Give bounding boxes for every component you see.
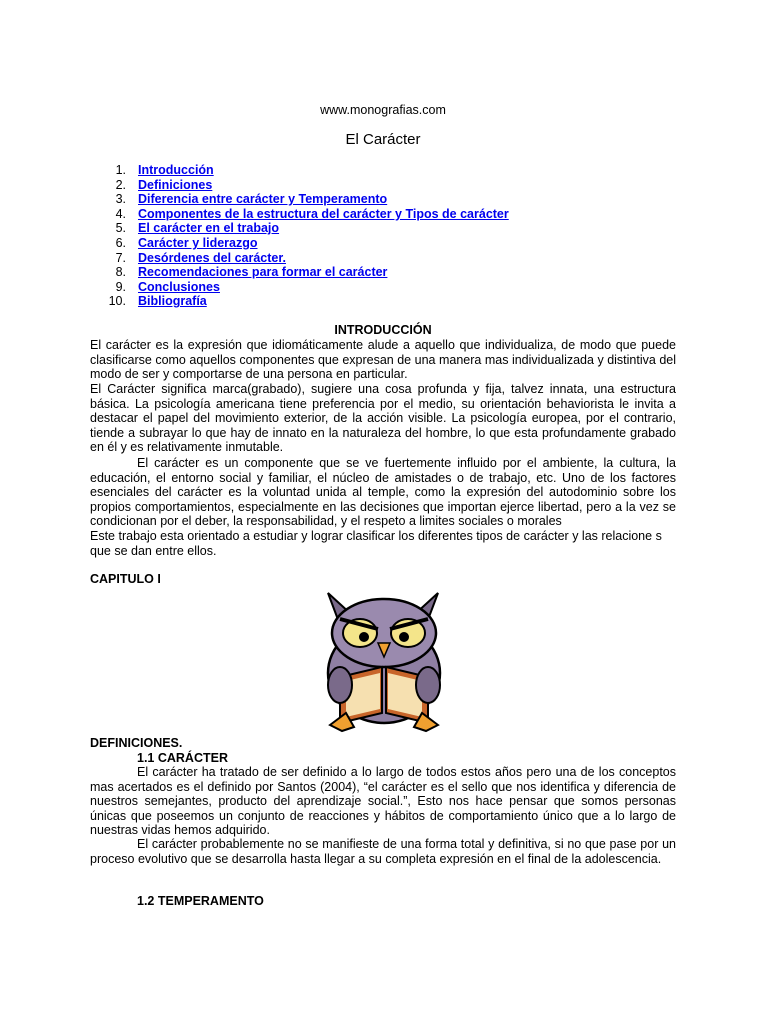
intro-paragraph: Este trabajo esta orientado a estudiar y lograr clasificar los diferentes tipos de carácter y las relacione s que se dan entre ellos.	[90, 529, 662, 558]
toc-item: 3. Diferencia entre carácter y Temperamento	[115, 192, 388, 207]
toc-link-conclusiones[interactable]: Conclusiones	[138, 279, 220, 294]
toc-item: 5. El carácter en el trabajo	[115, 221, 280, 236]
document-title: El Carácter	[345, 131, 421, 148]
chapter-heading: CAPITULO I	[90, 572, 161, 586]
owl-reading-book-icon	[310, 585, 458, 735]
toc-item: 6. Carácter y liderazgo	[115, 235, 258, 250]
toc-link-trabajo[interactable]: El carácter en el trabajo	[138, 221, 280, 236]
section-heading-caracter: 1.1 CARÁCTER	[137, 751, 228, 765]
definitions-paragraph: El carácter probablemente no se manifieste de una forma total y definitiva, si no que pase por un proceso evolutivo que se desarrolla hasta llegar a su completa expresión en el final de la adolescencia.	[90, 837, 676, 866]
intro-paragraph: El carácter es un componente que se ve fuertemente influido por el ambiente, la cultura, la educación, el entorno social y familiar, el núcleo de amistades o de trabajo, etc. Uno de los factores esenciales del carácter es la voluntad unida al temple, como la expresión del autodominio sobre los propios comportamientos, especialmente en las decisiones que importan ejerce libertad, pero a la vez se condicionan por el deber, la responsabilidad, y el respeto a limites sociales o morales	[90, 456, 676, 529]
intro-paragraph: El carácter es la expresión que idiomáticamente alude a aquello que individualiza, de modo que puede clasificarse como aquellos componentes que expresan de una manera mas individualizada y distintiva del modo de ser y comportarse de una persona en particular.	[90, 338, 676, 382]
toc-item: 4. Componentes de la estructura del carácter y Tipos de carácter	[115, 206, 509, 221]
toc-item: 8. Recomendaciones para formar el carácter	[115, 265, 388, 280]
site-url: www.monografias.com	[320, 103, 446, 117]
toc-link-bibliografia[interactable]: Bibliografía	[138, 294, 207, 309]
section-heading-temperamento: 1.2 TEMPERAMENTO	[137, 894, 264, 908]
table-of-contents	[90, 163, 509, 309]
definitions-paragraph: El carácter ha tratado de ser definido a lo largo de todos estos años pero una de los conceptos mas acertados es el definido por Santos (2004), “el carácter es el sello que nos identifica y diferencia de nuestros semejantes, producto del aprendizaje social.”, Esto nos hace pensar que somos personas únicas que poseemos un conjunto de reacciones y hábitos de comportamiento único que a lo largo de nuestras vidas hemos adquirido.	[90, 765, 676, 838]
definitions-heading: DEFINICIONES.	[90, 736, 183, 750]
intro-paragraph: El Carácter significa marca(grabado), sugiere una cosa profunda y fija, talvez innata, una estructura básica. La psicología americana tiene preferencia por el medio, su orientación behaviorista le invita a destacar el papel del movimiento exterior, de la acción visible. La psicología europea, por el contrario, tiende a subrayar lo que hay de innato en la naturaleza del hombre, lo que esta profundamente grabado en él y es relativamente inmutable.	[90, 382, 676, 455]
toc-link-introduccion[interactable]: Introducción	[138, 163, 214, 177]
toc-item: 7. Desórdenes del carácter.	[115, 250, 286, 265]
toc-link-desordenes[interactable]: Desórdenes del carácter.	[138, 250, 286, 265]
toc-link-diferencia[interactable]: Diferencia entre carácter y Temperamento	[138, 192, 388, 207]
toc-link-definiciones[interactable]: Definiciones	[138, 177, 213, 192]
toc-item: 10. Bibliografía	[108, 294, 207, 309]
toc-item: 2. Definiciones	[115, 177, 213, 192]
toc-item: 9. Conclusiones	[115, 279, 220, 294]
toc-link-recomendaciones[interactable]: Recomendaciones para formar el carácter	[138, 265, 388, 280]
toc-link-liderazgo[interactable]: Carácter y liderazgo	[138, 235, 258, 250]
toc-item: 1. Introducción	[115, 163, 214, 177]
toc-link-componentes[interactable]: Componentes de la estructura del carácter y Tipos de carácter	[138, 206, 509, 221]
intro-heading: INTRODUCCIÓN	[334, 323, 432, 337]
